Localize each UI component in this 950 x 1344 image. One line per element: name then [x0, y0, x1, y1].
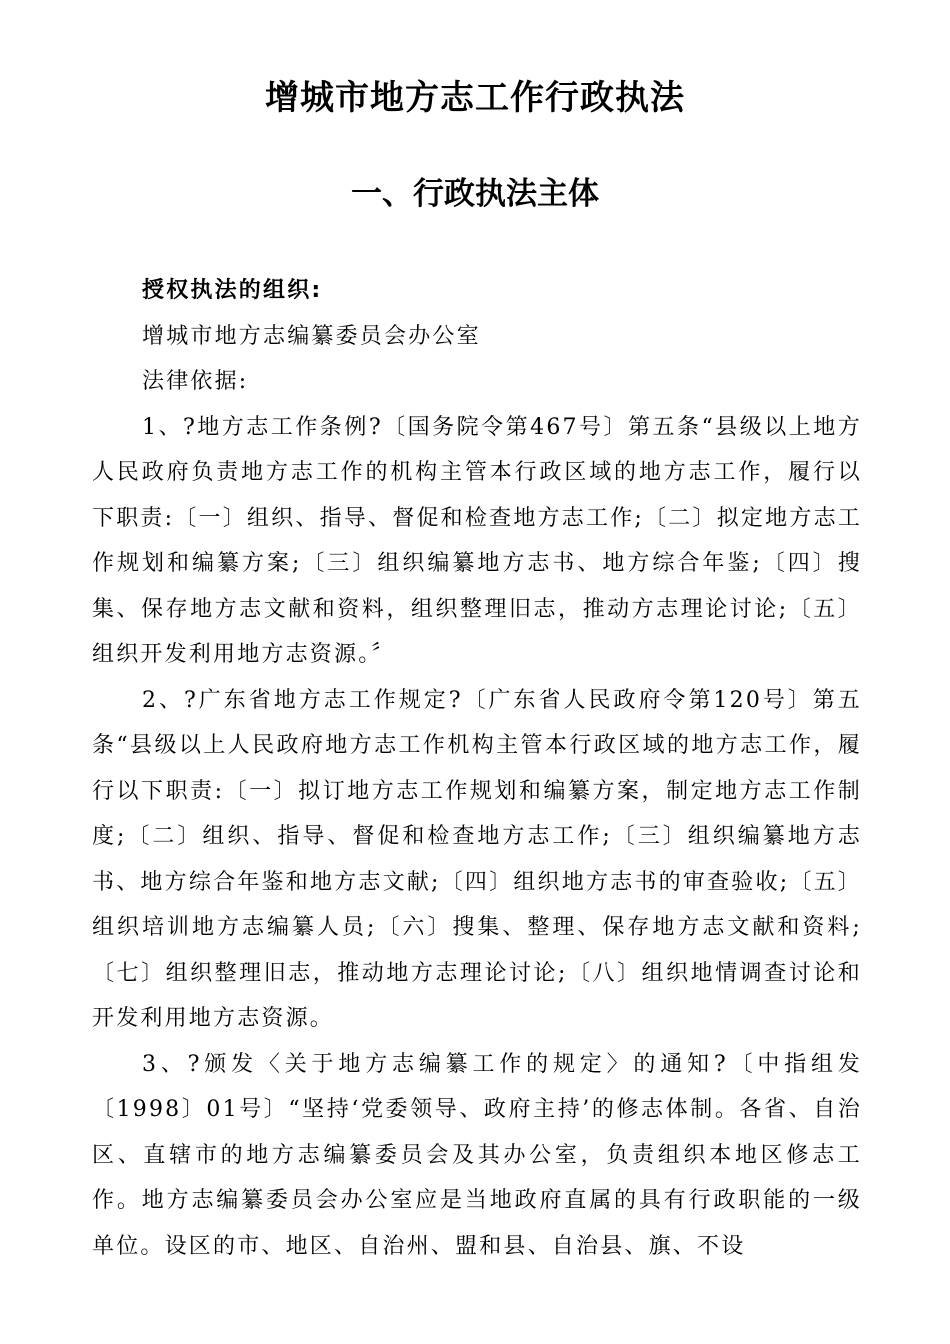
- paragraph-1: 1、?地方志工作条例?〔国务院令第467号〕第五条“县级以上地方人民政府负责地方志工作的机构主管本行政区域的地方志工作，履行以下职责:〔一〕组织、指导、督促和检查地方志工作;〔二〕拟定地方志工作规划和编纂方案;〔三〕组织编纂地方志书、地方综合年鉴;〔四〕搜集、保存地方志文献和资料，组织整理旧志，推动方志理论讨论;〔五〕组织开发利用地方志资源。〞: [92, 414, 862, 667]
- document-title: 增城市地方志工作行政执法: [265, 78, 685, 118]
- legal-basis-label: 法律依据:: [142, 369, 249, 394]
- document-body: [92, 268, 862, 1269]
- authorized-org-label: 授权执法的组织:: [142, 278, 323, 303]
- section-heading: 一、行政执法主体: [351, 176, 599, 212]
- paragraph-2: 2、?广东省地方志工作规定?〔广东省人民政府令第120号〕第五条“县级以上人民政府地方志工作机构主管本行政区域的地方志工作，履行以下职责:〔一〕拟订地方志工作规划和编纂方案，制定地方志工作制度;〔二〕组织、指导、督促和检查地方志工作;〔三〕组织编纂地方志书、地方综合年鉴和地方志文献;〔四〕组织地方志书的审查验收;〔五〕组织培训地方志编纂人员;〔六〕搜集、整理、保存地方志文献和资料;〔七〕组织整理旧志，推动地方志理论讨论;〔八〕组织地情调查讨论和开发利用地方志资源。: [92, 687, 862, 1031]
- authorized-org-name: 增城市地方志编纂委员会办公室: [142, 323, 481, 349]
- paragraph-3: 3、?颁发〈关于地方志编纂工作的规定〉的通知?〔中指组发〔1998〕01号〕“坚持‘党委领导、政府主持’的修志体制。各省、自治区、直辖市的地方志编纂委员会及其办公室，负责组织本地区修志工作。地方志编纂委员会办公室应是当地政府直属的具有行政职能的一级单位。设区的市、地区、自治州、盟和县、自治县、旗、不设: [92, 1051, 862, 1259]
